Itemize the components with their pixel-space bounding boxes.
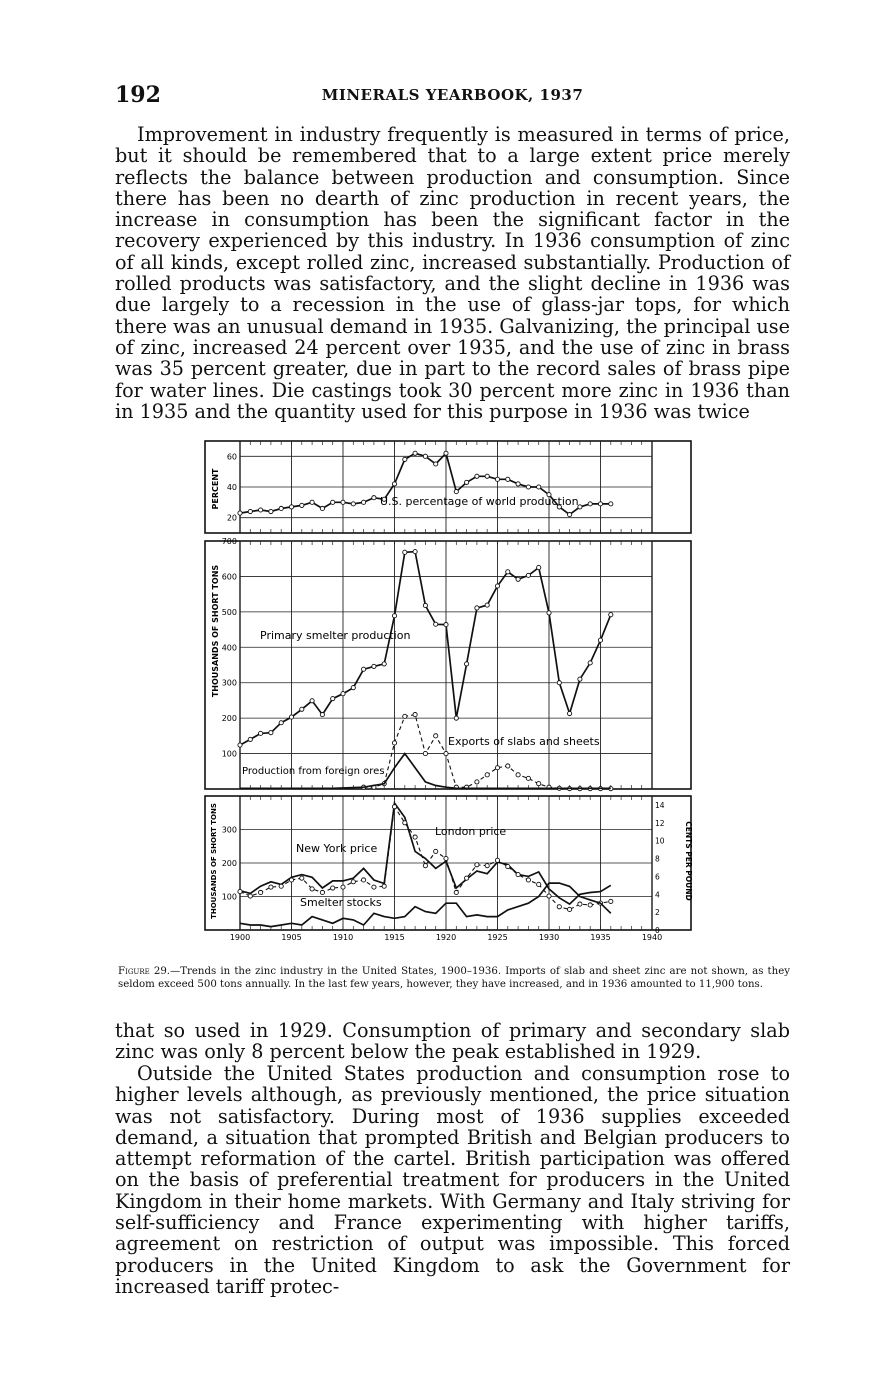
- exports-point: [506, 764, 510, 768]
- y2-tick-label: 0: [655, 926, 660, 935]
- us-percentage-point: [465, 480, 469, 484]
- london-price-point: [475, 863, 479, 867]
- london-price-point: [331, 886, 335, 890]
- paragraph-3: Outside the United States production and consumption rose to higher levels although, as previously mentioned, the price situation was not satisfactory. During most of 1936 supplies exceeded demand, a situation that prompted British and Belgian producers to attempt reformation of the cartel. British participation was offered on the basis of preferential treatment for producers in the United Kingdom in their home markets. With Germany and Italy striving for self-sufficiency and France experimenting with higher tariffs, agreement on restriction of output was impossible. This forced producers in the United Kingdom to ask the Government for increased tariff protec-: [115, 1062, 790, 1298]
- y2-tick-label: 2: [655, 908, 660, 918]
- primary-production-point: [578, 677, 582, 681]
- primary-production-point: [568, 711, 572, 715]
- y-tick-label: 60: [226, 452, 237, 462]
- exports-line: [364, 715, 611, 789]
- panel1-ylabel: PERCENT: [211, 468, 220, 510]
- y-tick-label: 500: [221, 607, 237, 617]
- london-price-point: [269, 885, 273, 889]
- pct-series-label: U.S. percentage of world production: [380, 495, 579, 508]
- primary-production-point: [331, 697, 335, 701]
- panel2-ylabel: THOUSANDS OF SHORT TONS: [211, 564, 220, 698]
- us-percentage-point: [423, 454, 427, 458]
- london-price-point: [259, 890, 263, 894]
- primary-production-point: [372, 664, 376, 668]
- us-percentage-point: [300, 503, 304, 507]
- primary-production-point: [269, 731, 273, 735]
- london-price-point: [403, 821, 407, 825]
- us-percentage-point: [259, 508, 263, 512]
- primary-production-point: [537, 565, 541, 569]
- london-price-point: [423, 864, 427, 868]
- primary-production-point: [454, 716, 458, 720]
- london-price-point: [485, 864, 489, 868]
- x-tick-label: 1940: [641, 933, 663, 942]
- london-price-point: [310, 887, 314, 891]
- x-tick-label: 1915: [384, 933, 405, 942]
- y2-tick-label: 6: [655, 872, 660, 882]
- exports-point: [537, 782, 541, 786]
- london-price-point: [351, 880, 355, 884]
- primary-production-point: [465, 662, 469, 666]
- primary-production-point: [238, 743, 242, 747]
- london-price-point: [300, 876, 304, 880]
- primary-production-point: [423, 603, 427, 607]
- london-price-point: [444, 856, 448, 860]
- primary-production-point: [547, 611, 551, 615]
- primary-production-point: [495, 584, 499, 588]
- london-price-point: [341, 885, 345, 889]
- y-tick-label: 400: [221, 643, 237, 653]
- y-tick-label: 100: [221, 749, 237, 759]
- x-tick-label: 1920: [435, 933, 457, 942]
- us-percentage-point: [588, 502, 592, 506]
- london-price-point: [434, 849, 438, 853]
- y2-tick-label: 8: [655, 854, 660, 864]
- primary-production-point: [320, 713, 324, 717]
- primary-production-point: [516, 577, 520, 581]
- y-tick-label: 600: [221, 572, 237, 582]
- us-percentage-point: [403, 457, 407, 461]
- x-tick-label: 1925: [487, 933, 508, 942]
- chart-frames: [205, 441, 691, 930]
- london-price-point: [526, 878, 530, 882]
- london-price-point: [238, 889, 242, 893]
- us-percentage-point: [598, 502, 602, 506]
- london-price-point: [372, 885, 376, 889]
- london-price-point: [362, 878, 366, 882]
- us-percentage-point: [516, 482, 520, 486]
- london-price-point: [568, 907, 572, 911]
- y-tick-label: 40: [226, 483, 237, 492]
- primary-production-point: [506, 570, 510, 574]
- london-price-point: [547, 894, 551, 898]
- london-price-point: [320, 890, 324, 894]
- caption-text: —Trends in the zinc industry in the United States, 1900–1936. Imports of slab and sheet zinc are not shown, as they seldom exceed 500 tons annually. In the last few years, however, they have increased, and in 1936 amounted to 11,900 tons.: [118, 966, 790, 990]
- london-series-label: London price: [435, 825, 507, 838]
- y2-tick-label: 4: [655, 890, 660, 900]
- primary-series-label: Primary smelter production: [260, 629, 411, 642]
- us-percentage-point: [392, 482, 396, 486]
- london-price-point: [557, 905, 561, 909]
- exports-point: [485, 773, 489, 777]
- london-price-point: [382, 884, 386, 888]
- primary-production-point: [444, 623, 448, 627]
- chart-tick-labels: [222, 452, 665, 942]
- exports-series-label: Exports of slabs and sheets: [448, 735, 600, 748]
- us-percentage-point: [495, 477, 499, 481]
- us-percentage-point: [310, 500, 314, 504]
- primary-production-point: [382, 662, 386, 666]
- panel3-ylabel: THOUSANDS OF SHORT TONS: [210, 803, 218, 919]
- primary-production-point: [609, 613, 613, 617]
- primary-production-point: [434, 622, 438, 626]
- us-percentage-point: [341, 500, 345, 504]
- primary-production-point: [310, 699, 314, 703]
- exports-point: [434, 734, 438, 738]
- us-percentage-point: [320, 506, 324, 510]
- primary-production-point: [279, 721, 283, 725]
- us-percentage-point: [248, 509, 252, 513]
- y2-tick-label: 10: [655, 836, 665, 846]
- x-tick-label: 1910: [332, 933, 354, 942]
- y2-tick-label: 12: [655, 818, 665, 828]
- primary-production-line: [240, 552, 611, 746]
- paragraph-1: Improvement in industry frequently is measured in terms of price, but it should be remembered that to a large extent price merely reflects the balance between production and consumption. Since there has been no dearth of zinc production in recent years, the increase in consumption has been the significant factor in the recovery experienced by this industry. In 1936 consumption of zinc of all kinds, except rolled zinc, increased substantially. Production of rolled products was satisfactory, and the slight decline in 1936 was due largely to a recession in the use of glass-jar tops, for which there was an unusual demand in 1935. Galvanizing, the principal use of zinc, increased 24 percent over 1935, and the use of zinc in brass was 35 percent greater, due in part to the record sales of brass pipe for water lines. Die castings took 30 percent more zinc in 1936 than in 1935 and the quantity used for this purpose in 1936 was twice: [115, 123, 790, 423]
- london-price-point: [279, 884, 283, 888]
- us-percentage-point: [279, 506, 283, 510]
- london-price-point: [495, 858, 499, 862]
- primary-production-point: [588, 661, 592, 665]
- primary-production-point: [248, 737, 252, 741]
- y-tick-label: 200: [221, 859, 237, 868]
- figure-29-chart: [200, 436, 696, 946]
- newyork-series-label: New York price: [296, 842, 378, 855]
- primary-production-point: [300, 707, 304, 711]
- primary-production-point: [485, 603, 489, 607]
- exports-point: [516, 773, 520, 777]
- london-price-point: [578, 902, 582, 906]
- y2-tick-label: 14: [655, 800, 665, 810]
- us-percentage-point: [238, 511, 242, 515]
- x-tick-label: 1905: [281, 933, 302, 942]
- running-title: MINERALS YEARBOOK, 1937: [321, 86, 584, 104]
- primary-production-point: [392, 614, 396, 618]
- caption-label: Figure 29.: [118, 966, 171, 977]
- exports-point: [423, 751, 427, 755]
- london-price-point: [413, 835, 417, 839]
- exports-point: [444, 751, 448, 755]
- us-percentage-point: [609, 502, 613, 506]
- y-tick-label: 200: [221, 714, 237, 724]
- primary-production-point: [341, 692, 345, 696]
- smelter-stocks-line: [240, 883, 611, 927]
- london-price-point: [537, 882, 541, 886]
- primary-production-point: [403, 550, 407, 554]
- london-price-point: [465, 876, 469, 880]
- chart-marks: [238, 451, 613, 926]
- us-percentage-point: [506, 477, 510, 481]
- exports-point: [526, 776, 530, 780]
- us-percentage-point: [454, 490, 458, 494]
- us-percentage-point: [413, 451, 417, 455]
- stocks-series-label: Smelter stocks: [300, 896, 382, 909]
- x-tick-label: 1935: [590, 933, 611, 942]
- us-percentage-point: [444, 451, 448, 455]
- us-percentage-point: [269, 509, 273, 513]
- figure-caption: [118, 966, 790, 991]
- us-percentage-point: [434, 462, 438, 466]
- us-percentage-point: [362, 500, 366, 504]
- primary-production-point: [362, 667, 366, 671]
- primary-production-point: [526, 573, 530, 577]
- exports-point: [403, 714, 407, 718]
- exports-point: [413, 713, 417, 717]
- london-price-point: [516, 873, 520, 877]
- us-percentage-point: [289, 505, 293, 509]
- x-tick-label: 1900: [229, 933, 251, 942]
- london-price-point: [248, 894, 252, 898]
- primary-production-point: [475, 606, 479, 610]
- us-percentage-point: [351, 502, 355, 506]
- page-header: [115, 82, 790, 112]
- exports-point: [475, 780, 479, 784]
- london-price-point: [588, 903, 592, 907]
- london-price-point: [454, 890, 458, 894]
- y-tick-label: 20: [226, 513, 237, 523]
- primary-production-point: [289, 715, 293, 719]
- exports-point: [392, 741, 396, 745]
- foreign-series-label: Production from foreign ores: [242, 766, 385, 777]
- london-price-point: [506, 864, 510, 868]
- page-number: 192: [115, 82, 161, 108]
- us-percentage-point: [331, 500, 335, 504]
- us-percentage-point: [475, 474, 479, 478]
- y-tick-label: 300: [221, 678, 237, 688]
- panel-frame: [205, 541, 691, 789]
- us-percentage-point: [526, 485, 530, 489]
- paragraph-2: that so used in 1929. Consumption of primary and secondary slab zinc was only 8 percent below the peak established in 1929.: [115, 1019, 790, 1064]
- us-percentage-point: [372, 496, 376, 500]
- primary-production-point: [351, 686, 355, 690]
- y-tick-label: 700: [221, 537, 237, 546]
- us-percentage-point: [537, 485, 541, 489]
- x-tick-label: 1930: [538, 933, 560, 942]
- london-price-point: [392, 805, 396, 809]
- exports-point: [495, 766, 499, 770]
- y-tick-label: 300: [221, 825, 237, 835]
- panel3-y2label: CENTS PER POUND: [684, 821, 693, 901]
- primary-production-point: [413, 550, 417, 554]
- london-price-point: [609, 899, 613, 903]
- primary-production-point: [557, 681, 561, 685]
- y-tick-label: 100: [221, 892, 237, 902]
- us-percentage-point: [568, 513, 572, 517]
- london-price-point: [289, 878, 293, 882]
- primary-production-point: [259, 731, 263, 735]
- primary-production-point: [598, 638, 602, 642]
- us-percentage-point: [485, 474, 489, 478]
